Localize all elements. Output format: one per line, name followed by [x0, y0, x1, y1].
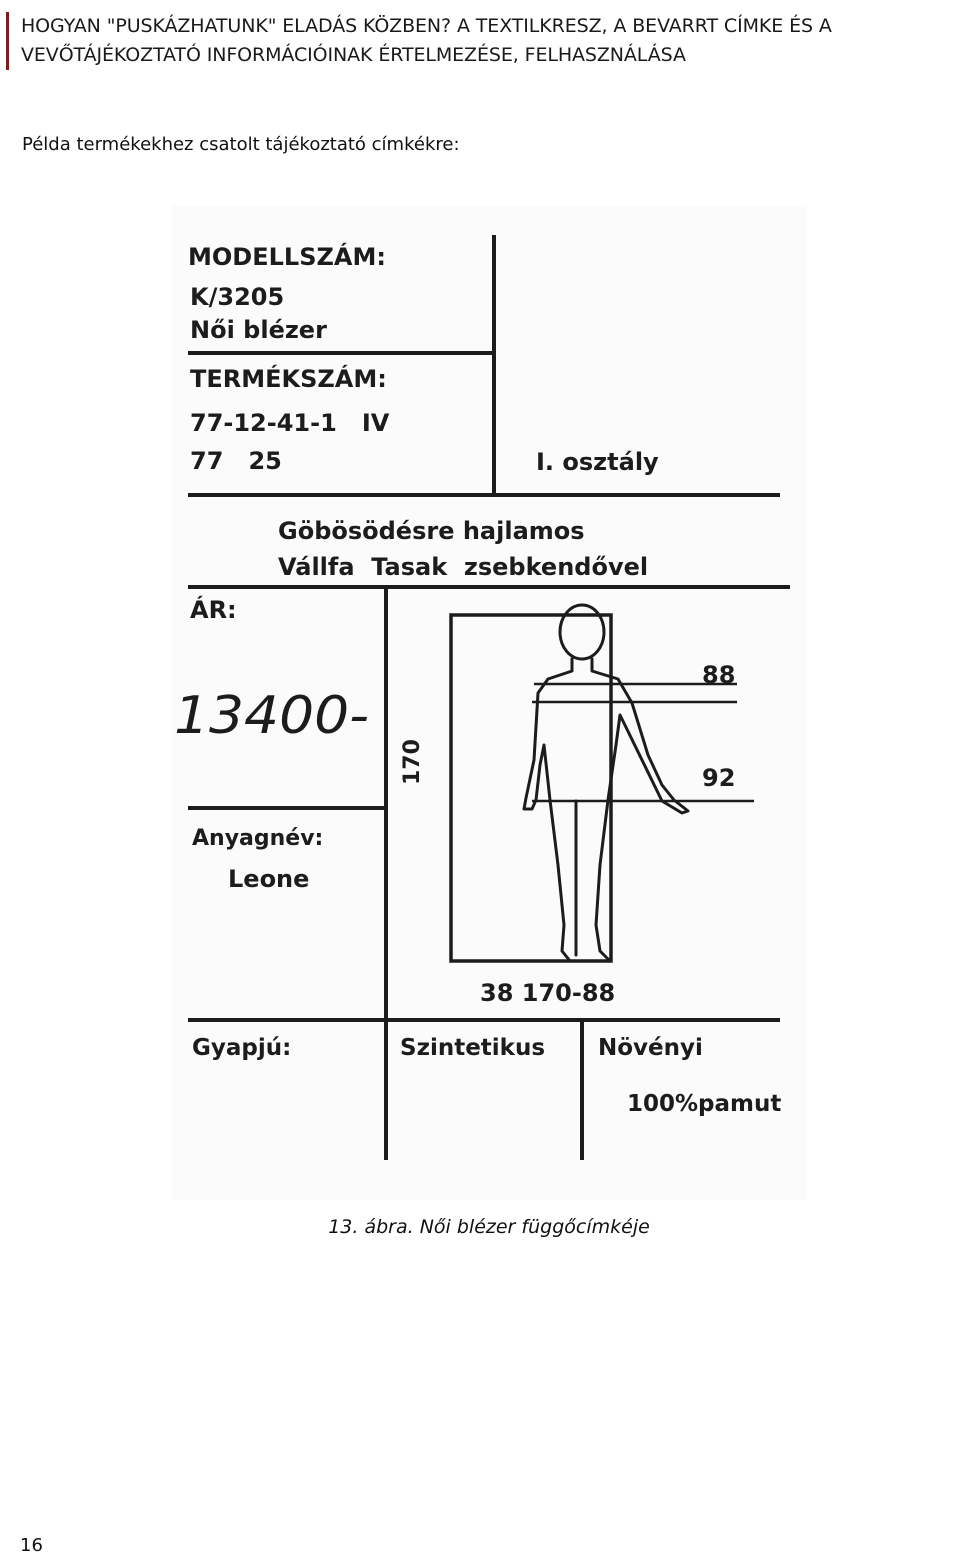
model-name: Női blézer [190, 316, 327, 344]
page-header [6, 12, 921, 70]
product-number-label: TERMÉKSZÁM: [190, 365, 387, 393]
product-number-line-1: 77-12-41-1 IV [190, 409, 390, 437]
plant-label: Növényi [598, 1035, 703, 1061]
figure-caption: 13. ábra. Női blézer függőcímkéje [328, 1216, 650, 1238]
care-note-line-2: Vállfa Tasak zsebkendővel [278, 553, 649, 581]
size-code: 38 170-88 [480, 979, 616, 1007]
header-title-line-1: HOGYAN "PUSKÁZHATUNK" ELADÁS KÖZBEN? A TEXTILKRESZ, A BEVARRT CÍMKE ÉS A [21, 15, 832, 37]
product-number-line-2: 77 25 [190, 447, 282, 475]
intro-text: Példa termékekhez csatolt tájékoztató címkékre: [22, 134, 460, 155]
hip-measurement: 92 [702, 764, 736, 792]
quality-class: I. osztály [536, 448, 659, 476]
price-label: ÁR: [190, 596, 237, 624]
page-number: 16 [20, 1535, 43, 1556]
synthetic-label: Szintetikus [400, 1035, 546, 1061]
material-name-label: Anyagnév: [192, 826, 324, 851]
model-number-value: K/3205 [190, 283, 285, 311]
hang-tag-illustration [172, 205, 807, 1200]
price-value: 13400- [174, 686, 369, 746]
care-note-line-1: Göbösödésre hajlamos [278, 517, 585, 545]
model-number-label: MODELLSZÁM: [188, 243, 386, 271]
material-name-value: Leone [228, 865, 310, 893]
wool-label: Gyapjú: [192, 1035, 292, 1061]
bust-measurement: 88 [702, 661, 736, 689]
height-label: 170 [400, 739, 425, 785]
fiber-composition: 100%pamut [627, 1091, 782, 1117]
hang-tag-figure [172, 205, 807, 1200]
header-title-line-2: VEVŐTÁJÉKOZTATÓ INFORMÁCIÓINAK ÉRTELMEZÉSE, FELHASZNÁLÁSA [21, 44, 686, 66]
